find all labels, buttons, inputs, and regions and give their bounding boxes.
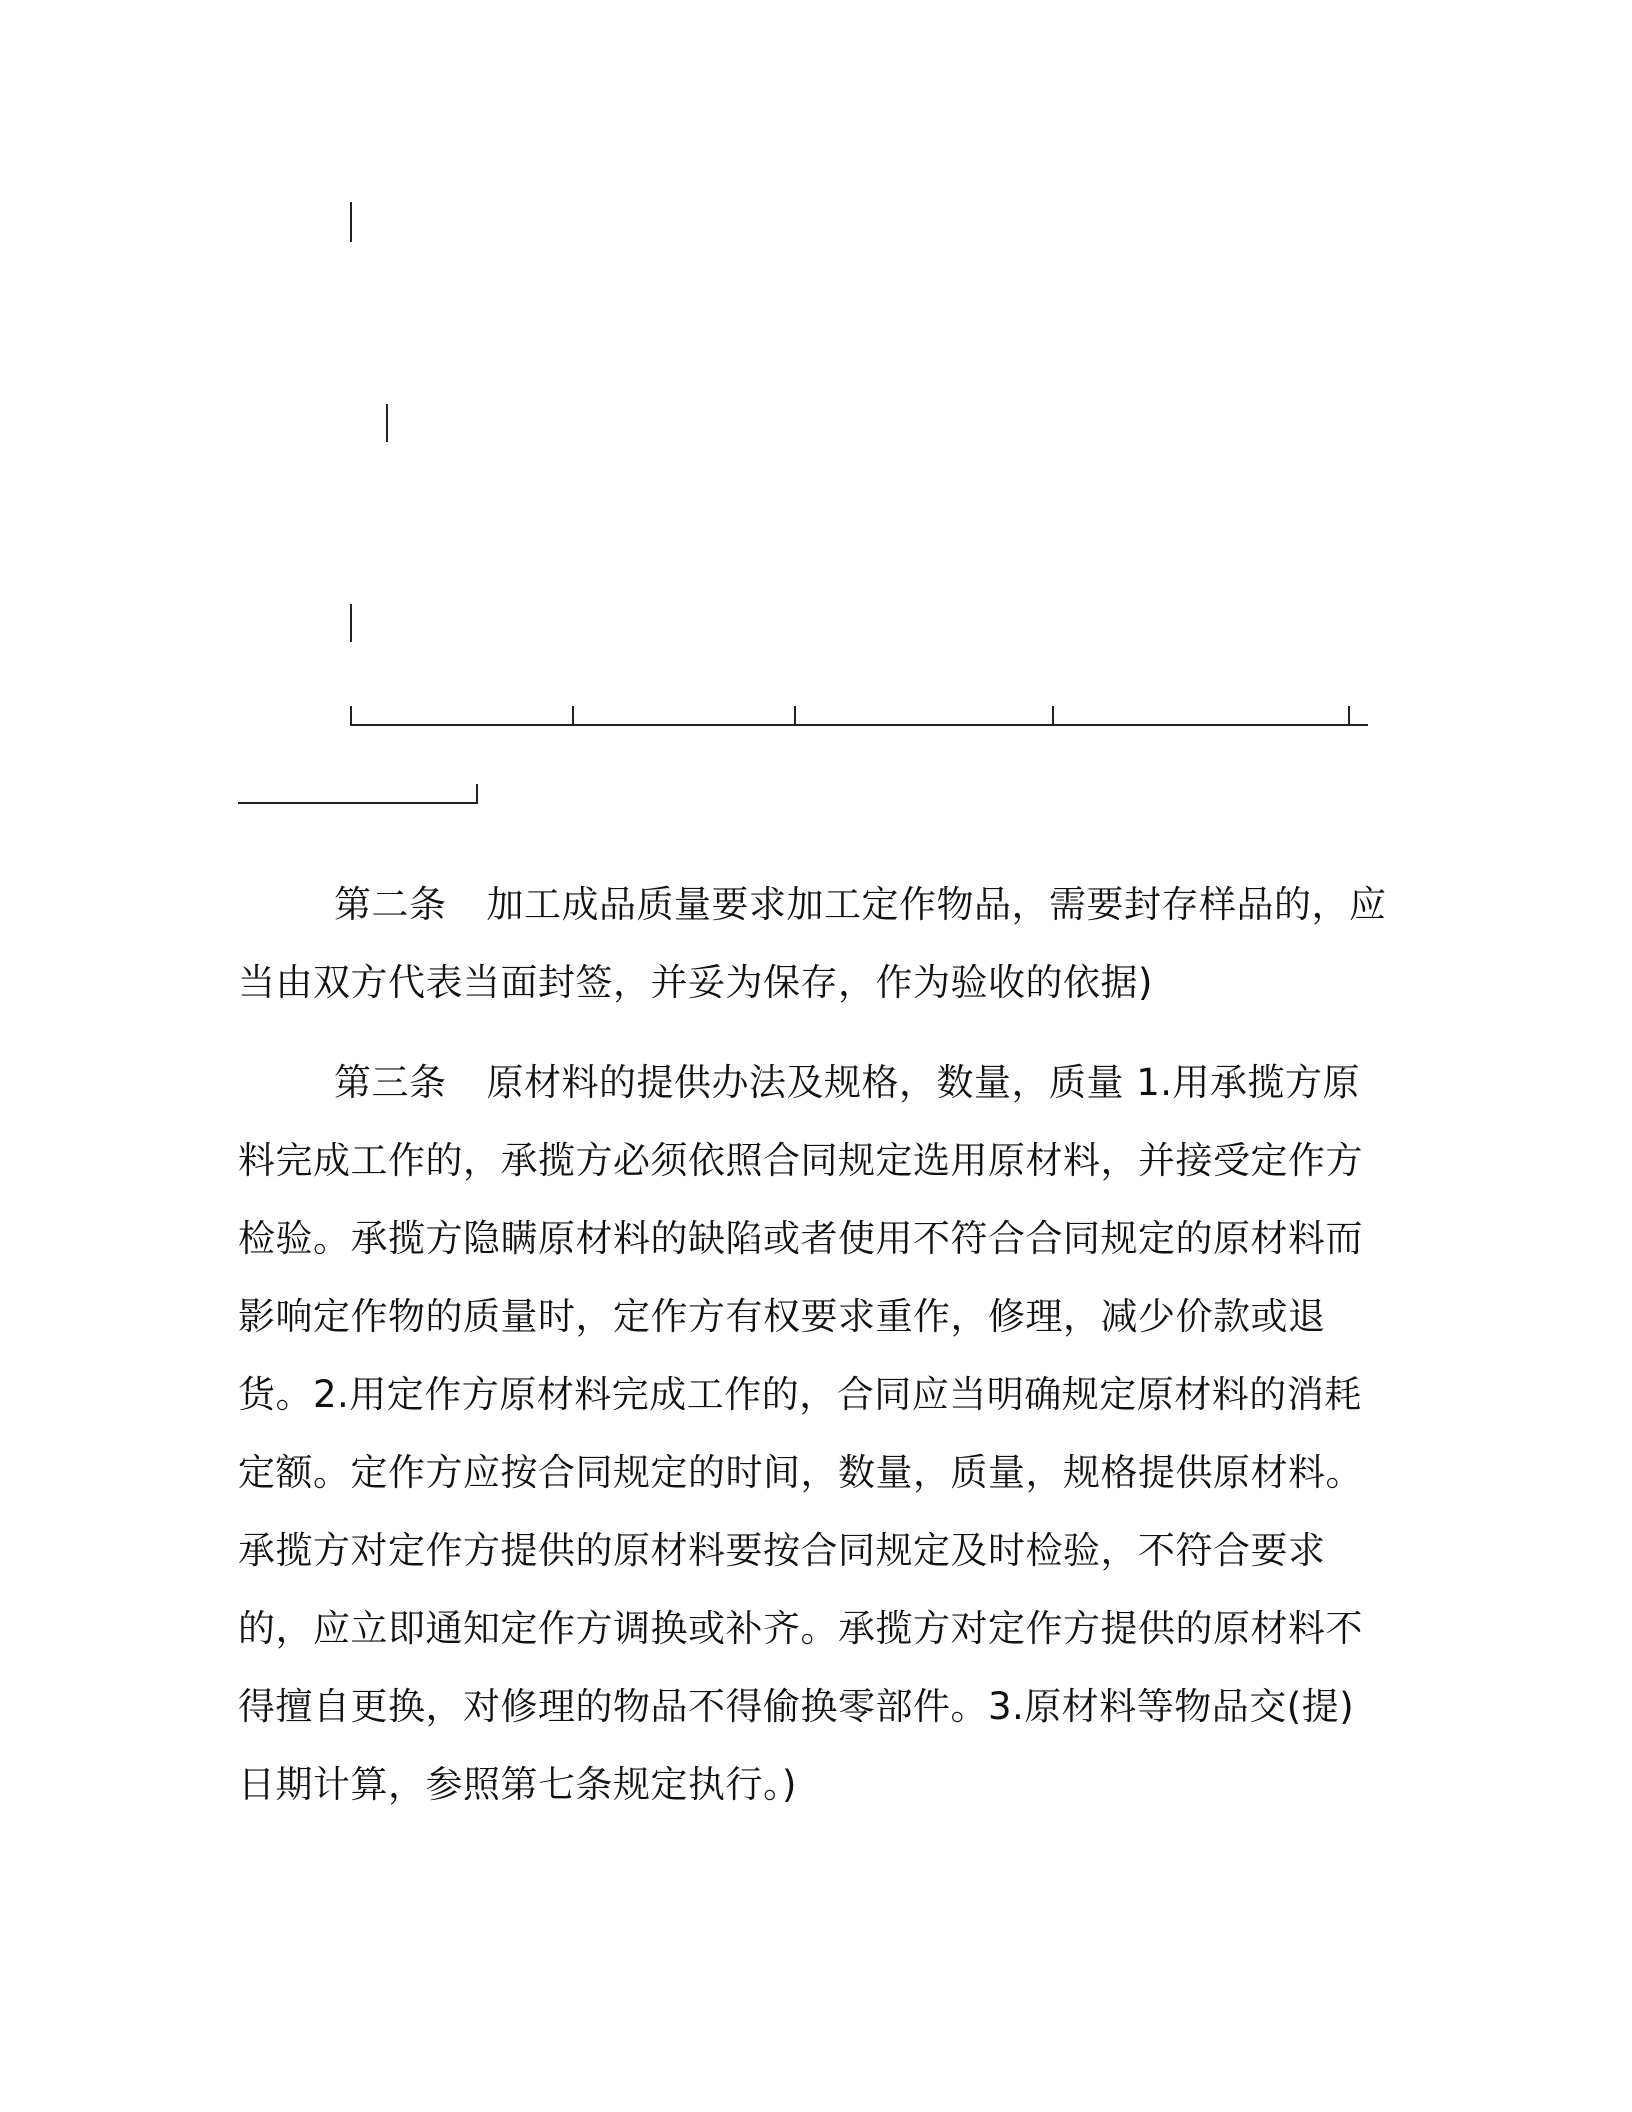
table-column-divider-3 (794, 706, 796, 726)
article-3-paragraph (238, 1044, 1388, 1824)
table-column-divider-5 (1348, 706, 1350, 726)
table-column-divider-2 (572, 706, 574, 726)
table-lower-border (238, 802, 476, 804)
table-column-divider-1 (350, 706, 352, 726)
article-3 (238, 1044, 1388, 1824)
table-left-border-segment-1 (350, 202, 352, 242)
article-2-body: 加工成品质量要求加工定作物品，需要封存样品的，应当由双方代表当面封签，并妥为保存，作为验收的依据) (238, 883, 1387, 1004)
article-2 (238, 866, 1388, 1022)
article-2-paragraph (238, 866, 1388, 1022)
table-lower-divider (476, 784, 478, 804)
table-bottom-border (350, 724, 1368, 726)
table-column-divider-4 (1052, 706, 1054, 726)
table-left-border-segment-3 (350, 604, 352, 642)
article-3-body: 原材料的提供办法及规格，数量，质量 1.用承揽方原料完成工作的，承揽方必须依照合同规定选用原材料，并接受定作方检验。承揽方隐瞒原材料的缺陷或者使用不符合合同规定的原材料而影响定作物的质量时，定作方有权要求重作，修理，减少价款或退货。2.用定作方原材料完成工作的，合同应当明确规定原材料的消耗定额。定作方应按合同规定的时间，数量，质量，规格提供原材料。承揽方对定作方提供的原材料要按合同规定及时检验，不符合要求的，应立即通知定作方调换或补齐。承揽方对定作方提供的原材料不得擅自更换，对修理的物品不得偷换零部件。3.原材料等物品交(提)日期计算，参照第七条规定执行。) (238, 1061, 1363, 1806)
article-2-heading: 第二条 (334, 883, 447, 926)
table-left-border-segment-2 (386, 404, 388, 442)
article-3-heading: 第三条 (334, 1061, 447, 1104)
